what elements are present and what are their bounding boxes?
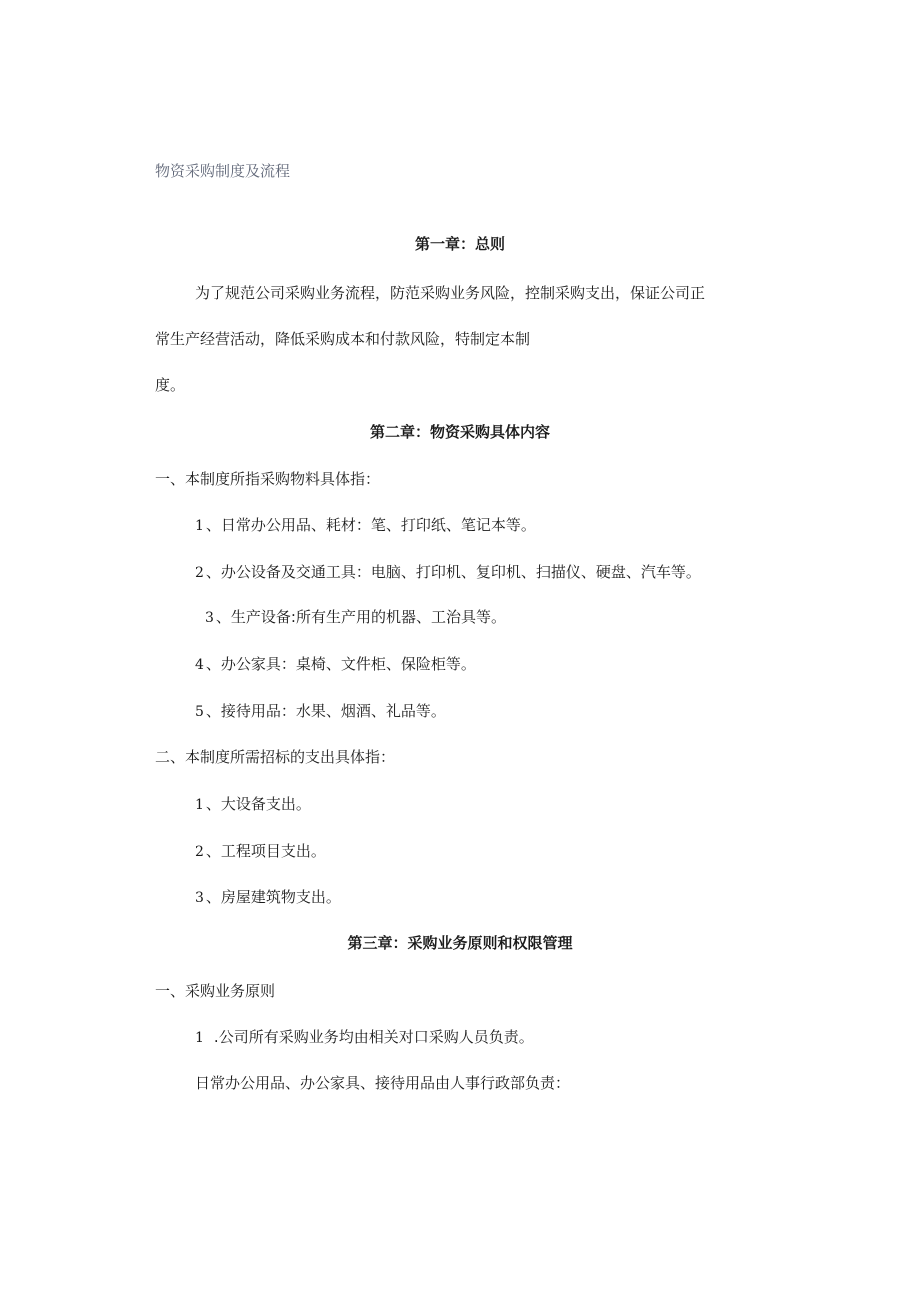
chapter1-paragraph-line2: 常生产经营活动，降低采购成本和付款风险，特制定本制 <box>155 330 531 348</box>
list-item <box>195 794 311 815</box>
chapter1-paragraph-line1: 为了规范公司采购业务流程，防范采购业务风险，控制采购支出，保证公司正 <box>195 284 706 302</box>
chapter1-heading: 第一章：总则 <box>414 235 505 253</box>
list-item-text: 、大设备支出。 <box>205 795 311 813</box>
list-item-text: 、日常办公用品、耗材：笔、打印纸、笔记本等。 <box>205 516 536 534</box>
list-item-text: 、生产设备:所有生产用的机器、工治具等。 <box>215 608 506 626</box>
list-item-number: 2 <box>195 565 204 581</box>
chapter2-section1-title: 一、本制度所指采购物料具体指： <box>155 470 381 488</box>
list-item-text: 、办公设备及交通工具：电脑、打印机、复印机、扫描仪、硬盘、汽车等。 <box>205 563 701 581</box>
list-item-text: 、办公家具：桌椅、文件柜、保险柜等。 <box>205 655 476 673</box>
list-item-number: 1 <box>195 1030 204 1046</box>
list-item-number: 3 <box>205 610 214 626</box>
list-item-text: .公司所有采购业务均由相关对口采购人员负责。 <box>213 1028 534 1046</box>
list-item <box>205 607 506 628</box>
list-item-number: 3 <box>195 890 204 906</box>
list-item-text: 、接待用品：水果、烟酒、礼品等。 <box>205 702 446 720</box>
chapter3-section1-line2: 日常办公用品、办公家具、接待用品由人事行政部负责： <box>195 1074 571 1092</box>
chapter1-paragraph-line3: 度。 <box>155 376 186 394</box>
list-item <box>195 841 326 862</box>
list-item <box>195 1027 534 1048</box>
list-item-text: 、房屋建筑物支出。 <box>205 888 341 906</box>
chapter2-heading: 第二章：物资采购具体内容 <box>369 423 550 441</box>
list-item <box>195 654 476 675</box>
list-item <box>195 515 536 536</box>
document-title: 物资采购制度及流程 <box>155 162 291 180</box>
list-item-number: 1 <box>195 797 204 813</box>
chapter2-section2-title: 二、本制度所需招标的支出具体指： <box>155 748 396 766</box>
list-item-number: 1 <box>195 518 204 534</box>
list-item-text: 、工程项目支出。 <box>205 842 326 860</box>
chapter3-heading: 第三章：采购业务原则和权限管理 <box>347 934 573 952</box>
list-item <box>195 701 446 722</box>
list-item-number: 2 <box>195 844 204 860</box>
list-item-number: 5 <box>195 704 204 720</box>
list-item <box>195 887 341 908</box>
chapter3-section1-title: 一、采购业务原则 <box>155 982 276 1000</box>
list-item-number: 4 <box>195 657 204 673</box>
list-item <box>195 562 701 583</box>
